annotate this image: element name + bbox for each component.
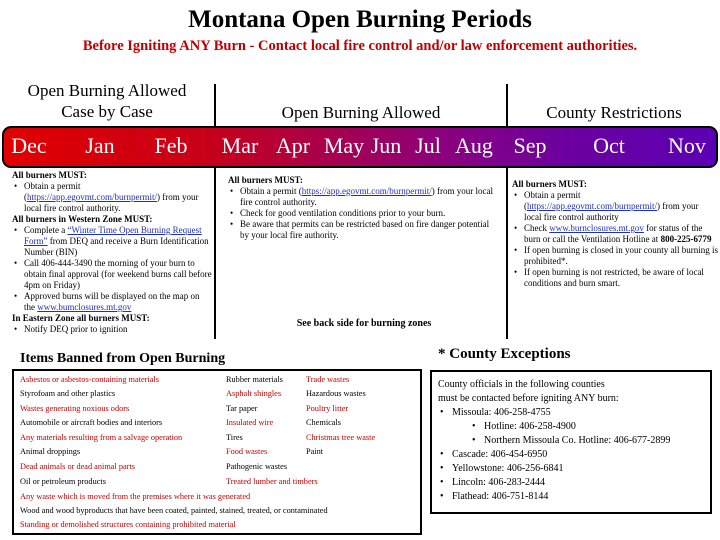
permit-link[interactable]: https://app.egovmt.com/burnpermit/ [527,201,657,211]
list-item-text: Obtain a permit ( [240,186,302,196]
period-heading-county: County Restrictions [546,103,682,122]
western-zone-list [12,225,212,313]
county-list [438,406,710,504]
requirements-list [12,181,212,214]
banned-item: Poultry litter [306,404,349,413]
period-divider [214,84,216,339]
county-intro: must be contacted before igniting ANY burn: [438,393,619,404]
list-item: • Be aware that permits can be restricted based on fire danger potential by your local fire authority. [228,219,500,241]
banned-item: Any materials resulting from a salvage operation [20,433,183,442]
banned-items-title: Items Banned from Open Burning [20,351,226,366]
winter-form-link[interactable]: “Winter Time Open Burning Request Form” [24,225,202,246]
list-item-text: for status of the burn or call the Ventilation Hotline at [524,223,703,244]
period-heading-case-by-case [0,80,214,122]
month-label: Jun [370,133,402,158]
month-label: Nov [668,133,706,158]
banned-item: Wastes generating noxious odors [20,404,130,413]
period-heading-line2: Case by Case [61,102,153,121]
requirements-heading: All burners MUST: [512,179,587,189]
banned-item: Dead animals or dead animal parts [20,462,135,471]
list-item [512,190,718,223]
case-by-case-requirements [12,170,212,335]
period-heading-allowed: Open Burning Allowed [281,103,441,122]
ventilation-hotline: 800-225-6779 [660,234,712,244]
list-item-text: Obtain a permit ( [524,190,581,211]
banned-item: Asphalt shingles [226,389,282,398]
month-label: Jul [415,133,441,158]
county-item: • Lincoln: 406-283-2444 [438,476,710,490]
county-item: • Missoula: 406-258-4755 [438,406,710,420]
list-item-text: Complete a [24,225,68,235]
burn-closures-link[interactable]: www.bumclosures.mt.gov [37,302,132,312]
requirements-heading: All burners MUST: [228,175,303,185]
banned-item: Any waste which is moved from the premises where it was generated [20,492,251,501]
list-item [12,181,212,214]
county-subitem: • Northern Missoula Co. Hotline: 406-677-2899 [438,434,710,448]
banned-item: Hazardous wastes [306,389,366,398]
banned-item: Standing or demolished structures containing prohibited material [20,520,236,529]
banned-item: Christmas tree waste [306,433,376,442]
list-item: • Call 406-444-3490 the morning of your burn to obtain final approval (for weekend burns call before 4pm on Friday) [12,258,212,291]
list-item: • If open burning is closed in your county all burning is prohibited*. [512,245,718,267]
list-item-text: Obtain a permit ( [24,181,81,202]
list-item [12,225,212,258]
county-intro: County officials in the following counties [438,379,605,390]
banned-item: Chemicals [306,418,342,427]
banned-item: Treated lumber and timbers [226,477,318,486]
county-restrictions-requirements [512,179,718,289]
requirements-list [228,186,500,241]
list-item-text: ) from your local fire control authority. [24,192,199,213]
list-item: • Check for good ventilation conditions prior to your burn. [228,208,500,219]
list-item-text: ) from your local fire control authority [524,201,699,222]
eastern-zone-list [12,324,212,335]
banned-item: Oil or petroleum products [20,477,106,486]
list-item-text: Approved burns will be displayed on the map on the [24,291,200,312]
county-item: • Yellowstone: 406-256-6841 [438,462,710,476]
month-label: Oct [593,133,625,158]
allowed-requirements [228,175,500,241]
list-item-text: Check [524,223,550,233]
list-item [512,223,718,245]
list-item: • If open burning is not restricted, be aware of local conditions and burn smart. [512,267,718,289]
month-label: Mar [221,133,259,158]
banned-item: Asbestos or asbestos-containing materials [20,375,159,384]
banned-item: Rubber materials [226,375,283,384]
list-item-text: ) from your local fire control authority. [240,186,493,207]
list-item [12,291,212,313]
list-item-text: from DEQ and receive a Burn Identification Number (BIN) [24,236,209,257]
banned-item: Automobile or aircraft bodies and interiors [20,418,163,427]
banned-item: Wood and wood byproducts that have been coated, painted, stained, treated, or contaminated [20,506,328,515]
back-side-note: See back side for burning zones [296,318,432,329]
banned-item: Tires [226,433,243,442]
county-exceptions-title: * County Exceptions [438,346,571,362]
permit-link[interactable]: https://app.egovmt.com/burnpermit/ [27,192,157,202]
list-item: • Notify DEQ prior to ignition [12,324,212,335]
month-label: Aug [455,133,493,158]
month-label: May [323,133,365,158]
banned-item: Pathogenic wastes [226,462,288,471]
banned-item: Insulated wire [226,418,274,427]
requirements-heading: All burners MUST: [12,170,87,180]
county-exceptions-box [430,370,712,514]
page-subtitle: Before Igniting ANY Burn - Contact local fire control and/or law enforcement authorities. [82,38,638,54]
banned-item: Tar paper [226,404,258,413]
county-subitem: • Hotline: 406-258-4900 [438,420,710,434]
banned-item: Food wastes [226,447,268,456]
burn-closures-link[interactable]: www.burnclosures.mt.gov [549,223,644,233]
eastern-zone-heading: In Eastern Zone all burners MUST: [12,313,150,323]
month-label: Dec [11,133,47,158]
banned-item: Animal droppings [20,447,81,456]
banned-item: Paint [306,447,324,456]
banned-item: Trade wastes [306,375,350,384]
permit-link[interactable]: https://app.egovmt.com/burnpermit/ [301,186,432,196]
county-item: • Flathead: 406-751-8144 [438,490,710,504]
banned-item: Styrofoam and other plastics [20,389,116,398]
month-label: Apr [275,133,311,158]
period-heading-line1: Open Burning Allowed [27,81,187,100]
list-item [228,186,500,208]
page-title: Montana Open Burning Periods [188,6,532,33]
month-label: Jan [85,133,115,158]
month-label: Sep [513,133,547,158]
western-zone-heading: All burners in Western Zone MUST: [12,214,153,224]
requirements-list [512,190,718,289]
month-label: Feb [154,133,188,158]
county-item: • Cascade: 406-454-6950 [438,448,710,462]
period-divider [506,84,508,339]
